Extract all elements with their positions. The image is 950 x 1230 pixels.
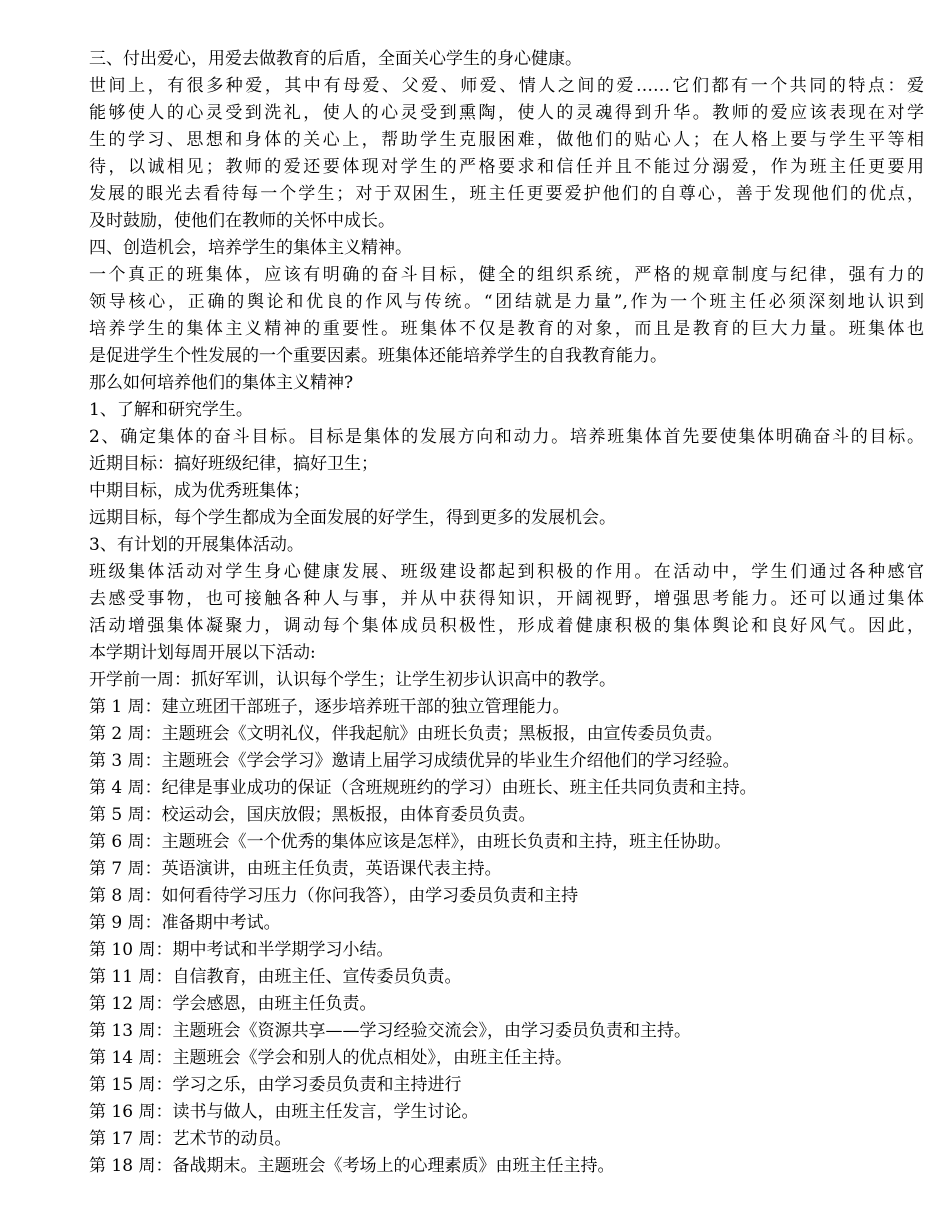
- schedule-line: 第 4 周：纪律是事业成功的保证（含班规班约的学习）由班长、班主任共同负责和主持。: [89, 778, 757, 798]
- schedule-line: 第 2 周：主题班会《文明礼仪，伴我起航》由班长负责；黑板报，由宣传委员负责。: [89, 724, 723, 744]
- schedule-line: 第 17 周：艺术节的动员。: [89, 1129, 292, 1149]
- section-heading-3: 三、付出爱心，用爱去做教育的后盾，全面关心学生的身心健康。: [89, 49, 582, 69]
- paragraph-line: 是促进学生个性发展的一个重要因素。班集体还能培养学生的自我教育能力。: [89, 346, 667, 366]
- section-heading-4: 四、创造机会，培养学生的集体主义精神。: [89, 238, 412, 258]
- paragraph-line: 能够使人的心灵受到洗礼，使人的心灵受到熏陶，使人的灵魂得到升华。教师的爱应该表现在对学: [89, 103, 924, 123]
- schedule-line: 第 8 周：如何看待学习压力（你问我答），由学习委员负责和主持: [89, 886, 579, 906]
- schedule-line: 第 16 周：读书与做人，由班主任发言，学生讨论。: [89, 1102, 479, 1122]
- schedule-line: 第 11 周：自信教育，由班主任、宣传委员负责。: [89, 967, 462, 987]
- schedule-line: 第 3 周：主题班会《学会学习》邀请上届学习成绩优异的毕业生介绍他们的学习经验。: [89, 751, 740, 771]
- goal-line: 中期目标，成为优秀班集体；: [89, 481, 310, 501]
- schedule-line: 第 12 周：学会感恩，由班主任负责。: [89, 994, 377, 1014]
- question-line: 那么如何培养他们的集体主义精神?: [89, 373, 354, 393]
- schedule-line: 第 18 周：备战期末。主题班会《考场上的心理素质》由班主任主持。: [89, 1156, 615, 1176]
- schedule-line: 第 13 周：主题班会《资源共享——学习经验交流会》，由学习委员负责和主持。: [89, 1021, 691, 1041]
- schedule-line: 第 10 周：期中考试和半学期学习小结。: [89, 940, 394, 960]
- paragraph-line: 培养学生的集体主义精神的重要性。班集体不仅是教育的对象，而且是教育的巨大力量。班集体也: [89, 319, 924, 339]
- schedule-line: 第 5 周：校运动会，国庆放假；黑板报，由体育委员负责。: [89, 805, 536, 825]
- schedule-line: 第 9 周：准备期中考试。: [89, 913, 281, 933]
- paragraph-line: 待，以诚相见；教师的爱还要体现对学生的严格要求和信任并且不能过分溺爱，作为班主任更要用: [89, 157, 924, 177]
- paragraph-line: 世间上，有很多种爱，其中有母爱、父爱、师爱、情人之间的爱……它们都有一个共同的特点：爱: [89, 76, 924, 96]
- goal-line: 近期目标：搞好班级纪律，搞好卫生；: [89, 454, 378, 474]
- paragraph-line: 本学期计划每周开展以下活动:: [89, 643, 316, 663]
- paragraph-line: 及时鼓励，使他们在教师的关怀中成长。: [89, 211, 395, 231]
- paragraph-line: 发展的眼光去看待每一个学生；对于双困生，班主任更要爱护他们的自尊心，善于发现他们的优点，: [89, 184, 924, 204]
- paragraph-line: 活动增强集体凝聚力，调动每个集体成员积极性，形成着健康积极的集体舆论和良好风气。因此，: [89, 616, 924, 636]
- paragraph-line: 班级集体活动对学生身心健康发展、班级建设都起到积极的作用。在活动中，学生们通过各种感官: [89, 562, 924, 582]
- schedule-line: 第 14 周：主题班会《学会和别人的优点相处》，由班主任主持。: [89, 1048, 572, 1068]
- schedule-line: 开学前一周：抓好军训，认识每个学生；让学生初步认识高中的教学。: [89, 670, 616, 690]
- schedule-line: 第 15 周：学习之乐，由学习委员负责和主持进行: [89, 1075, 462, 1095]
- paragraph-line: 生的学习、思想和身体的关心上，帮助学生克服困难，做他们的贴心人；在人格上要与学生平等相: [89, 130, 924, 150]
- paragraph-line: 领导核心，正确的舆论和优良的作风与传统。“团结就是力量”,作为一个班主任必须深刻地认识到: [89, 292, 924, 312]
- goal-line: 远期目标，每个学生都成为全面发展的好学生，得到更多的发展机会。: [89, 508, 616, 528]
- paragraph-line: 去感受事物，也可接触各种人与事，并从中获得知识，开阔视野，增强思考能力。还可以通过集体: [89, 589, 924, 609]
- schedule-line: 第 1 周：建立班团干部班子，逐步培养班干部的独立管理能力。: [89, 697, 570, 717]
- schedule-line: 第 7 周：英语演讲，由班主任负责，英语课代表主持。: [89, 859, 502, 879]
- paragraph-line: 一个真正的班集体，应该有明确的奋斗目标，健全的组织系统，严格的规章制度与纪律，强有力的: [89, 265, 924, 285]
- list-item: 2、确定集体的奋斗目标。目标是集体的发展方向和动力。培养班集体首先要使集体明确奋斗的目标。: [89, 427, 924, 447]
- list-item: 1、了解和研究学生。: [89, 400, 253, 420]
- document-page: [89, 46, 924, 1180]
- schedule-line: 第 6 周：主题班会《一个优秀的集体应该是怎样》，由班长负责和主持，班主任协助。: [89, 832, 732, 852]
- list-item: 3、有计划的开展集体活动。: [89, 535, 304, 555]
